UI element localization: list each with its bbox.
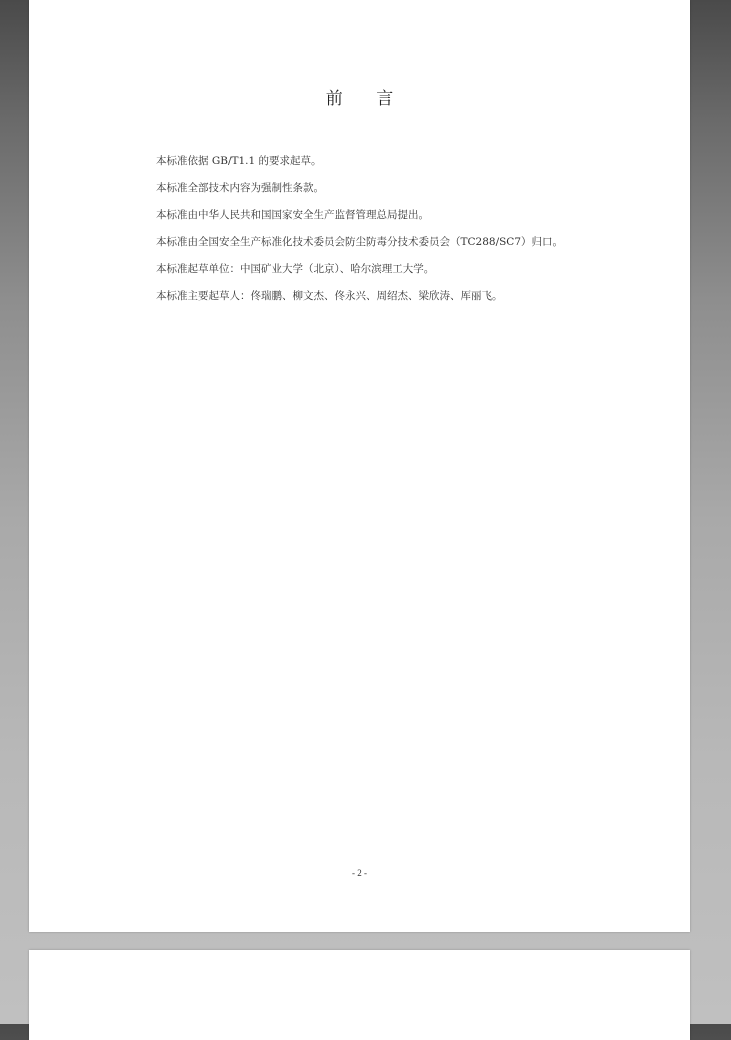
page-number: - 2 - [352, 868, 367, 878]
foreword-line: 本标准由全国安全生产标准化技术委员会防尘防毒分技术委员会（TC288/SC7）归口。 [156, 236, 564, 248]
document-page [29, 0, 690, 932]
foreword-line: 本标准全部技术内容为强制性条款。 [156, 182, 324, 194]
next-document-page [29, 950, 690, 1040]
foreword-line: 本标准起草单位：中国矿业大学（北京）、哈尔滨理工大学。 [156, 263, 435, 275]
foreword-line: 本标准由中华人民共和国国家安全生产监督管理总局提出。 [156, 209, 429, 221]
foreword-text [156, 148, 563, 310]
page-title: 前 言 [325, 89, 408, 109]
foreword-line: 本标准依据 GB/T1.1 的要求起草。 [156, 155, 322, 167]
foreword-line: 本标准主要起草人：佟瑞鹏、柳文杰、佟永兴、周绍杰、梁欣涛、厍丽飞。 [156, 290, 503, 302]
